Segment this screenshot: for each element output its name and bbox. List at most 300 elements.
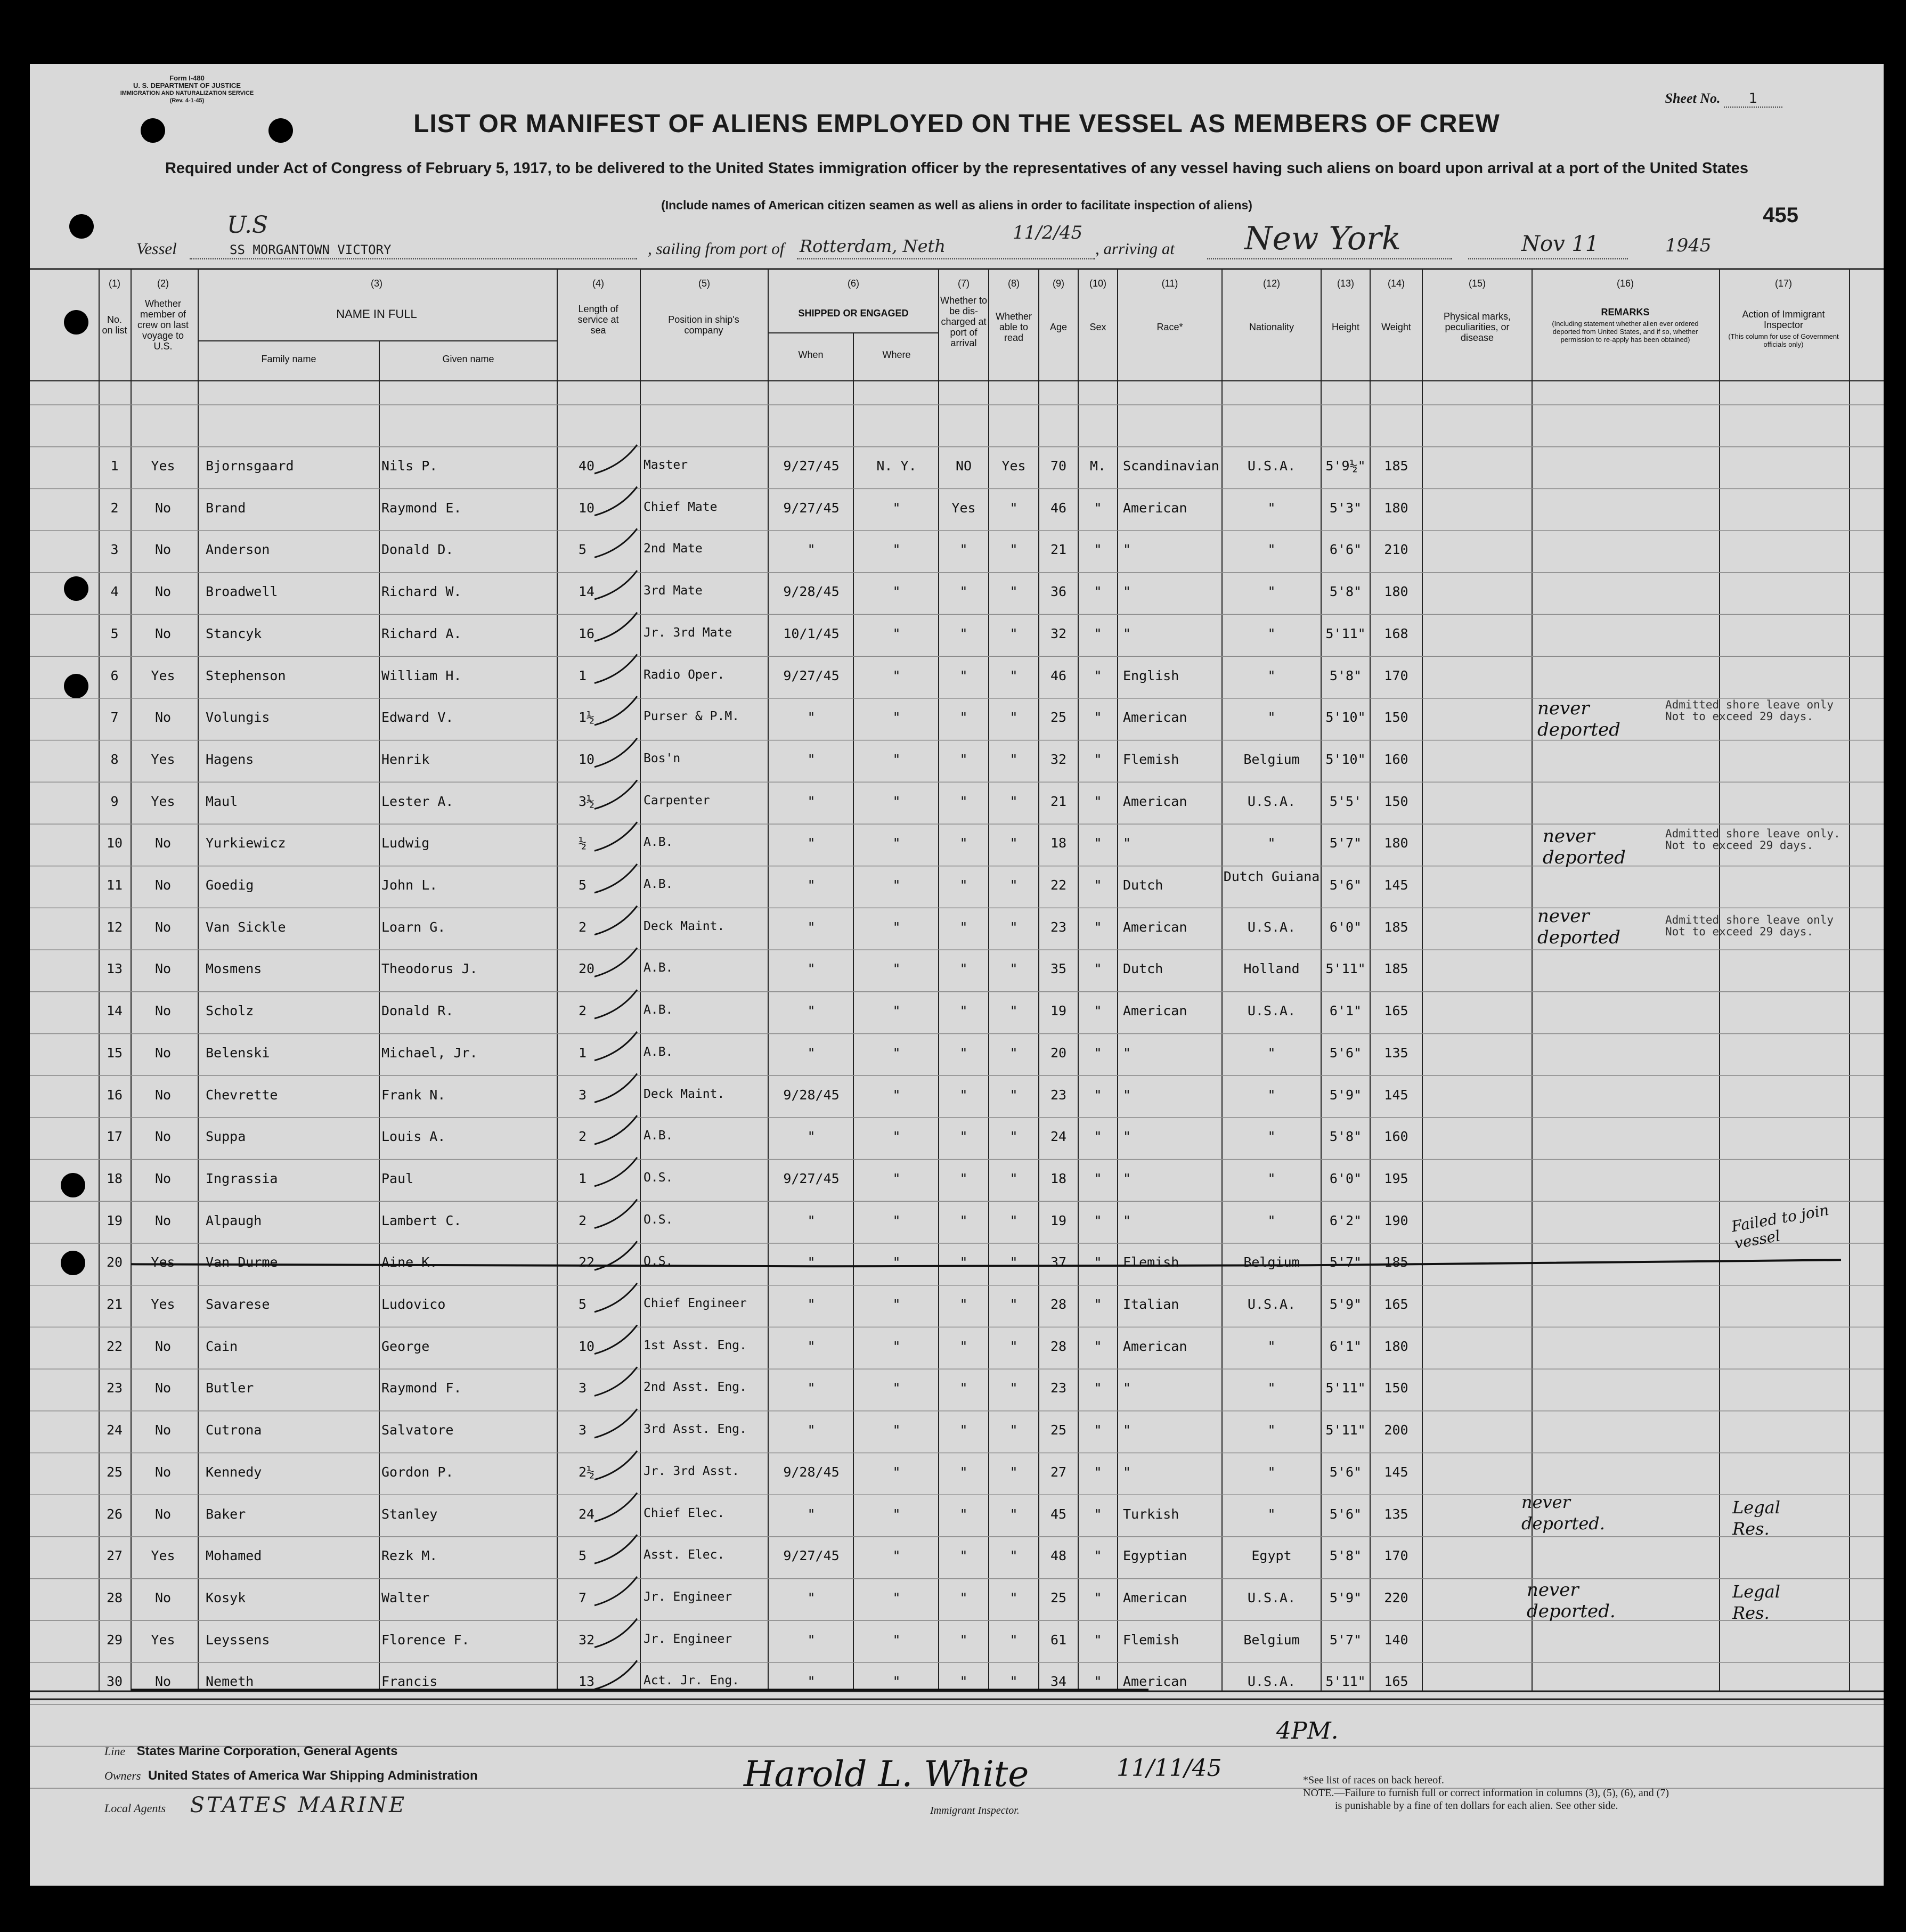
position: A.B. xyxy=(644,877,673,891)
vessel-label: Vessel xyxy=(136,239,177,258)
row-number: 15 xyxy=(106,1045,123,1061)
row-number: 23 xyxy=(106,1380,123,1396)
age: 35 xyxy=(1050,961,1067,977)
height: 5'11" xyxy=(1325,1422,1366,1438)
family-name: Savarese xyxy=(206,1297,270,1312)
arriving-label: , arriving at xyxy=(1095,239,1175,258)
shipped-when: " xyxy=(807,1003,816,1019)
sex: " xyxy=(1094,1045,1102,1061)
prev-voyage: No xyxy=(154,1129,172,1145)
able-to-read: " xyxy=(1009,1506,1018,1522)
col-3a-header: Family name xyxy=(261,354,316,364)
able-to-read: " xyxy=(1009,1674,1018,1690)
nationality: " xyxy=(1267,1338,1276,1354)
discharged: " xyxy=(959,1003,968,1019)
remark-stamp: Admitted shore leave only. Not to exceed 29 days. xyxy=(1665,827,1840,852)
row-number: 11 xyxy=(106,877,123,893)
height: 5'8" xyxy=(1329,1548,1362,1564)
discharged: " xyxy=(959,1589,968,1605)
service-length: 32 xyxy=(579,1632,595,1648)
col-8-number: (8) xyxy=(1008,278,1020,289)
service-length: 3½ xyxy=(579,793,595,809)
shipped-when: " xyxy=(807,1632,816,1648)
race: " xyxy=(1123,1422,1131,1438)
shipped-when: " xyxy=(807,1338,816,1354)
position: Asst. Elec. xyxy=(644,1548,725,1562)
col-17-header: Action of Immigrant Inspector xyxy=(1742,309,1825,330)
able-to-read: " xyxy=(1009,584,1018,600)
shipped-when: 10/1/45 xyxy=(783,625,840,641)
prev-voyage: No xyxy=(154,1674,172,1690)
discharged: " xyxy=(959,1380,968,1396)
shipped-when: 9/27/45 xyxy=(783,458,840,474)
position: 3rd Asst. Eng. xyxy=(644,1422,747,1437)
discharged: " xyxy=(959,1212,968,1228)
position: A.B. xyxy=(644,1045,673,1059)
family-name: Anderson xyxy=(206,542,270,558)
col-6-number: (6) xyxy=(848,278,859,289)
shipped-when: 9/28/45 xyxy=(783,1464,840,1480)
col-16-subheader: (Including statement whether alien ever ordered deported from United States, and if so, whether permission to re-apply has been obtained) xyxy=(1552,320,1699,344)
weight: 140 xyxy=(1384,1632,1408,1648)
able-to-read: " xyxy=(1009,1422,1018,1438)
col-2-number: (2) xyxy=(157,278,169,289)
height: 5'11" xyxy=(1325,625,1366,641)
action-handwritten: Failed to join vessel xyxy=(1730,1201,1830,1252)
weight: 210 xyxy=(1384,542,1408,558)
weight: 185 xyxy=(1384,919,1408,935)
nationality: " xyxy=(1267,1212,1276,1228)
shipped-when: 9/27/45 xyxy=(783,1170,840,1186)
able-to-read: " xyxy=(1009,835,1018,851)
agents-field xyxy=(104,1793,406,1817)
race: American xyxy=(1123,1589,1187,1605)
nationality: Belgium xyxy=(1243,1254,1300,1270)
row-number: 2 xyxy=(110,500,119,516)
shipped-where: " xyxy=(892,1129,901,1145)
family-name: Kennedy xyxy=(206,1464,262,1480)
row-number: 21 xyxy=(106,1297,123,1312)
race: Turkish xyxy=(1123,1506,1179,1522)
sex: " xyxy=(1094,1003,1102,1019)
col-4-header: Length of service at sea xyxy=(577,304,619,336)
race: Flemish xyxy=(1123,751,1179,767)
nationality: Holland xyxy=(1243,961,1300,977)
weight: 190 xyxy=(1384,1212,1408,1228)
able-to-read: " xyxy=(1009,1003,1018,1019)
age: 23 xyxy=(1050,1087,1067,1103)
family-name: Broadwell xyxy=(206,584,278,600)
weight: 165 xyxy=(1384,1003,1408,1019)
nationality: " xyxy=(1267,625,1276,641)
shipped-when: " xyxy=(807,1254,816,1270)
prev-voyage: No xyxy=(154,1464,172,1480)
sex: " xyxy=(1094,1422,1102,1438)
sex: " xyxy=(1094,1129,1102,1145)
race: " xyxy=(1123,835,1131,851)
shipped-where: " xyxy=(892,710,901,725)
age: 36 xyxy=(1050,584,1067,600)
service-length: 3 xyxy=(579,1380,587,1396)
race: Scandinavian xyxy=(1123,458,1219,474)
position: A.B. xyxy=(644,961,673,975)
document-title: LIST OR MANIFEST OF ALIENS EMPLOYED ON THE VESSEL AS MEMBERS OF CREW xyxy=(413,110,1500,138)
height: 5'7" xyxy=(1329,835,1362,851)
weight: 170 xyxy=(1384,667,1408,683)
prev-voyage: Yes xyxy=(151,1297,175,1312)
discharged: " xyxy=(959,1129,968,1145)
line-label: Line xyxy=(104,1744,126,1758)
vessel-prefix: U.S xyxy=(227,211,268,239)
weight: 145 xyxy=(1384,1087,1408,1103)
discharged: " xyxy=(959,667,968,683)
given-name: Raymond E. xyxy=(381,500,462,516)
shipped-where: " xyxy=(892,1674,901,1690)
shipped-when: 9/27/45 xyxy=(783,667,840,683)
row-number: 8 xyxy=(110,751,119,767)
service-length: 2 xyxy=(579,1212,587,1228)
weight: 150 xyxy=(1384,1380,1408,1396)
shipped-when: " xyxy=(807,961,816,977)
col-7-header: Whether to be dis- charged at port of arrival xyxy=(940,295,988,348)
weight: 145 xyxy=(1384,877,1408,893)
position: 1st Asst. Eng. xyxy=(644,1338,747,1352)
weight: 160 xyxy=(1384,1129,1408,1145)
arrival-date: Nov 11 xyxy=(1521,232,1599,256)
shipped-when: " xyxy=(807,751,816,767)
discharged: " xyxy=(959,625,968,641)
service: IMMIGRATION AND NATURALIZATION SERVICE xyxy=(120,90,254,96)
col-3b-header: Given name xyxy=(442,354,494,364)
races-note: *See list of races on back hereof. xyxy=(1303,1774,1444,1786)
col-16-header: REMARKS xyxy=(1601,307,1650,317)
arrival-year: 1945 xyxy=(1665,235,1712,256)
discharged: " xyxy=(959,1170,968,1186)
race: " xyxy=(1123,1170,1131,1186)
row-number: 20 xyxy=(106,1254,123,1270)
col-15-number: (15) xyxy=(1468,278,1486,289)
sex: " xyxy=(1094,584,1102,600)
family-name: Van Durme xyxy=(206,1254,278,1270)
able-to-read: " xyxy=(1009,1129,1018,1145)
able-to-read: " xyxy=(1009,500,1018,516)
service-length: 2½ xyxy=(579,1464,595,1480)
race: " xyxy=(1123,1212,1131,1228)
remark-handwritten: never deported. xyxy=(1521,1492,1605,1534)
col-5-header: Position in ship's company xyxy=(668,314,739,336)
position: Master xyxy=(644,458,688,472)
shipped-when: " xyxy=(807,1297,816,1312)
given-name: Francis xyxy=(381,1674,438,1690)
nationality: U.S.A. xyxy=(1247,919,1296,935)
age: 61 xyxy=(1050,1632,1067,1648)
row-number: 6 xyxy=(110,667,119,683)
shipped-where: " xyxy=(892,877,901,893)
shipped-where: N. Y. xyxy=(876,458,917,474)
service-length: 5 xyxy=(579,1297,587,1312)
service-length: 5 xyxy=(579,877,587,893)
age: 27 xyxy=(1050,1464,1067,1480)
family-name: Nemeth xyxy=(206,1674,254,1690)
race: " xyxy=(1123,1380,1131,1396)
weight: 180 xyxy=(1384,584,1408,600)
given-name: Loarn G. xyxy=(381,919,446,935)
prev-voyage: No xyxy=(154,1506,172,1522)
department: U. S. DEPARTMENT OF JUSTICE xyxy=(133,81,241,89)
shipped-where: " xyxy=(892,1422,901,1438)
col-14-header: Weight xyxy=(1381,322,1411,332)
discharged: " xyxy=(959,584,968,600)
shipped-where: " xyxy=(892,625,901,641)
nationality: " xyxy=(1267,1129,1276,1145)
prev-voyage: No xyxy=(154,1338,172,1354)
family-name: Van Sickle xyxy=(206,919,286,935)
row-number: 4 xyxy=(110,584,119,600)
discharged: " xyxy=(959,835,968,851)
given-name: Louis A. xyxy=(381,1129,446,1145)
age: 28 xyxy=(1050,1297,1067,1312)
family-name: Scholz xyxy=(206,1003,254,1019)
height: 5'9" xyxy=(1329,1297,1362,1312)
sex: " xyxy=(1094,835,1102,851)
family-name: Ingrassia xyxy=(206,1170,278,1186)
weight: 180 xyxy=(1384,500,1408,516)
position: A.B. xyxy=(644,1003,673,1017)
col-10-header: Sex xyxy=(1089,322,1106,332)
position: Radio Oper. xyxy=(644,667,725,682)
given-name: Aine K. xyxy=(381,1254,438,1270)
owners-field xyxy=(104,1768,478,1783)
family-name: Mosmens xyxy=(206,961,262,977)
height: 6'1" xyxy=(1329,1338,1362,1354)
sex: " xyxy=(1094,961,1102,977)
age: 37 xyxy=(1050,1254,1067,1270)
position: Jr. 3rd Asst. xyxy=(644,1464,740,1478)
able-to-read: Yes xyxy=(1001,458,1026,474)
agents-value: STATES MARINE xyxy=(190,1793,407,1817)
sailing-port: Rotterdam, Neth xyxy=(800,236,946,256)
nationality: U.S.A. xyxy=(1247,793,1296,809)
position: Deck Maint. xyxy=(644,919,725,933)
sex: " xyxy=(1094,500,1102,516)
shipped-where: " xyxy=(892,1212,901,1228)
shipped-where: " xyxy=(892,1464,901,1480)
weight: 168 xyxy=(1384,625,1408,641)
prev-voyage: No xyxy=(154,625,172,641)
weight: 135 xyxy=(1384,1506,1408,1522)
family-name: Volungis xyxy=(206,710,270,725)
discharged: " xyxy=(959,1422,968,1438)
race: English xyxy=(1123,667,1179,683)
height: 5'6" xyxy=(1329,1464,1362,1480)
sex: " xyxy=(1094,1548,1102,1564)
shipped-where: " xyxy=(892,835,901,851)
age: 46 xyxy=(1050,667,1067,683)
arrival-port: New York xyxy=(1244,220,1401,257)
age: 23 xyxy=(1050,1380,1067,1396)
prev-voyage: No xyxy=(154,1087,172,1103)
race: " xyxy=(1123,625,1131,641)
given-name: Lester A. xyxy=(381,793,454,809)
height: 5'6" xyxy=(1329,1506,1362,1522)
shipped-where: " xyxy=(892,667,901,683)
height: 5'3" xyxy=(1329,500,1362,516)
shipped-where: " xyxy=(892,1589,901,1605)
service-length: 2 xyxy=(579,919,587,935)
race: American xyxy=(1123,1338,1187,1354)
shipped-where: " xyxy=(892,1045,901,1061)
race: Dutch xyxy=(1123,961,1163,977)
prev-voyage: No xyxy=(154,1212,172,1228)
col-12-number: (12) xyxy=(1262,278,1280,289)
nationality: " xyxy=(1267,1170,1276,1186)
position: Bos'n xyxy=(644,751,681,765)
position: 3rd Mate xyxy=(644,584,703,598)
race: Italian xyxy=(1123,1297,1179,1312)
row-number: 3 xyxy=(110,542,119,558)
owners-label: Owners xyxy=(104,1769,141,1782)
race: American xyxy=(1123,500,1187,516)
age: 20 xyxy=(1050,1045,1067,1061)
height: 5'5' xyxy=(1329,793,1362,809)
inspector-label: Immigrant Inspector. xyxy=(930,1805,1020,1816)
row-number: 14 xyxy=(106,1003,123,1019)
height: 5'8" xyxy=(1329,1129,1362,1145)
age: 45 xyxy=(1050,1506,1067,1522)
given-name: Frank N. xyxy=(381,1087,446,1103)
shipped-where: " xyxy=(892,584,901,600)
shipped-when: " xyxy=(807,1674,816,1690)
weight: 180 xyxy=(1384,835,1408,851)
age: 18 xyxy=(1050,1170,1067,1186)
service-length: 5 xyxy=(579,1548,587,1564)
given-name: Raymond F. xyxy=(381,1380,462,1396)
sex: " xyxy=(1094,919,1102,935)
col-13-header: Height xyxy=(1331,322,1360,332)
discharged: " xyxy=(959,877,968,893)
col-5-number: (5) xyxy=(698,278,710,289)
nationality: U.S.A. xyxy=(1247,1674,1296,1690)
position: Chief Elec. xyxy=(644,1506,725,1520)
sex: " xyxy=(1094,877,1102,893)
age: 32 xyxy=(1050,625,1067,641)
sex: " xyxy=(1094,1297,1102,1312)
race: American xyxy=(1123,793,1187,809)
service-length: 14 xyxy=(579,584,595,600)
race: " xyxy=(1123,584,1131,600)
col-1-number: (1) xyxy=(109,278,120,289)
row-number: 12 xyxy=(106,919,123,935)
prev-voyage: No xyxy=(154,542,172,558)
shipped-when: " xyxy=(807,1129,816,1145)
prev-voyage: No xyxy=(154,1589,172,1605)
able-to-read: " xyxy=(1009,542,1018,558)
race: " xyxy=(1123,1087,1131,1103)
shipped-when: " xyxy=(807,1045,816,1061)
row-number: 29 xyxy=(106,1632,123,1648)
prev-voyage: No xyxy=(154,584,172,600)
penalty-note: NOTE.—Failure to furnish full or correct information in columns (3), (5), (6), and (7) xyxy=(1303,1787,1669,1799)
age: 21 xyxy=(1050,542,1067,558)
remark-handwritten: never deported xyxy=(1537,698,1620,740)
discharged: " xyxy=(959,1674,968,1690)
given-name: Edward V. xyxy=(381,710,454,725)
sex: " xyxy=(1094,1212,1102,1228)
service-length: 13 xyxy=(579,1674,595,1690)
given-name: John L. xyxy=(381,877,438,893)
shipped-where: " xyxy=(892,500,901,516)
given-name: Ludwig xyxy=(381,835,430,851)
race: " xyxy=(1123,1045,1131,1061)
service-length: 3 xyxy=(579,1087,587,1103)
row-number: 10 xyxy=(106,835,123,851)
sex: " xyxy=(1094,1589,1102,1605)
weight: 150 xyxy=(1384,710,1408,725)
nationality: Belgium xyxy=(1243,1632,1300,1648)
row-number: 26 xyxy=(106,1506,123,1522)
height: 5'10" xyxy=(1325,751,1366,767)
row-number: 9 xyxy=(110,793,119,809)
shipped-when: " xyxy=(807,1422,816,1438)
weight: 150 xyxy=(1384,793,1408,809)
weight: 135 xyxy=(1384,1045,1408,1061)
weight: 195 xyxy=(1384,1170,1408,1186)
nationality: " xyxy=(1267,667,1276,683)
position: Act. Jr. Eng. xyxy=(644,1674,740,1688)
given-name: Henrik xyxy=(381,751,430,767)
col-10-number: (10) xyxy=(1089,278,1106,289)
able-to-read: " xyxy=(1009,1212,1018,1228)
given-name: Rezk M. xyxy=(381,1548,438,1564)
given-name: Richard W. xyxy=(381,584,462,600)
discharged: " xyxy=(959,751,968,767)
able-to-read: " xyxy=(1009,793,1018,809)
shipped-when: 9/27/45 xyxy=(783,500,840,516)
given-name: Stanley xyxy=(381,1506,438,1522)
height: 5'6" xyxy=(1329,1045,1362,1061)
able-to-read: " xyxy=(1009,1380,1018,1396)
discharged: " xyxy=(959,1254,968,1270)
able-to-read: " xyxy=(1009,1087,1018,1103)
weight: 160 xyxy=(1384,751,1408,767)
shipped-where: " xyxy=(892,1170,901,1186)
shipped-where: " xyxy=(892,1380,901,1396)
sex: " xyxy=(1094,1674,1102,1690)
date-handwritten: 11/11/45 xyxy=(1117,1755,1222,1782)
prev-voyage: Yes xyxy=(151,751,175,767)
nationality: Dutch Guiana xyxy=(1223,869,1320,884)
shipped-when: 9/28/45 xyxy=(783,584,840,600)
nationality: " xyxy=(1267,1087,1276,1103)
position: Purser & P.M. xyxy=(644,710,740,724)
age: 22 xyxy=(1050,877,1067,893)
requirement-text: Required under Act of Congress of February 5, 1917, to be delivered to the United States immigration officer by the representatives of any vessel having such aliens on board upon arrival at a port of the United States xyxy=(165,160,1749,177)
discharged: " xyxy=(959,1045,968,1061)
able-to-read: " xyxy=(1009,625,1018,641)
position: Carpenter xyxy=(644,793,710,808)
given-name: Ludovico xyxy=(381,1297,446,1312)
age: 19 xyxy=(1050,1003,1067,1019)
discharged: " xyxy=(959,1548,968,1564)
family-name: Cutrona xyxy=(206,1422,262,1438)
weight: 170 xyxy=(1384,1548,1408,1564)
age: 70 xyxy=(1050,458,1067,474)
position: O.S. xyxy=(644,1212,673,1227)
col-16-number: (16) xyxy=(1616,278,1634,289)
family-name: Baker xyxy=(206,1506,246,1522)
row-number: 17 xyxy=(106,1129,123,1145)
shipped-when: 9/27/45 xyxy=(783,1548,840,1564)
